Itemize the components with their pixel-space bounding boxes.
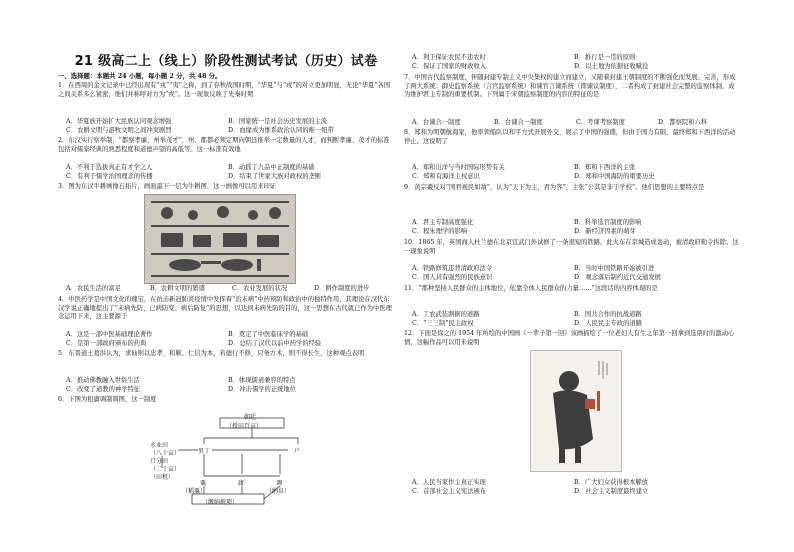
question-2: 2．东汉实行察举制，“都察孝廉，州举茂才”，州、郡都必须定期向朝廷推举一定数量的人才，而判断孝廉、茂才的标准包括对儒家经典的熟悉程度和道德声望的高低等。这一标准有效地: [58, 137, 390, 153]
q6-option-d: D．以土地为依据征收赋役: [574, 63, 649, 70]
q3-option-a: A．农民生活的富足: [66, 285, 121, 292]
q2-option-d: D．结束了世家大族对政权的垄断: [228, 173, 322, 180]
diagram-80mu: （八十亩）: [150, 450, 181, 457]
q6-option-b: B．推行是一贯的原则: [574, 54, 636, 61]
q1-option-d: D．血缘成为维系政治认同的唯一纽带: [228, 127, 334, 134]
q12-option-c: C．首部社会主义宪法颁布: [412, 488, 487, 495]
diagram-diao: 调: [276, 480, 283, 487]
diagram-hu: 户: [294, 448, 301, 455]
q11-option-c: C．“三三制”民主政权: [412, 320, 474, 327]
q3-option-b: B．农耕文明的繁盛: [150, 285, 206, 292]
q7-option-d: D．都察院和六科: [658, 119, 708, 126]
diagram-koufen: 口分田: [150, 458, 169, 465]
q4-option-d: D．总结了汉代以前中药学的经验: [228, 340, 322, 347]
old-woman-painting: [531, 351, 621, 471]
q12-option-a: A．人民当家作主真正实现: [412, 479, 486, 486]
zuyongdiao-diagram: [148, 412, 318, 518]
q11-option-d: D．人民民主专政的道路: [574, 320, 643, 327]
q5-option-c: C．改变了道教的神学特征: [66, 386, 141, 393]
q2-option-b: B．动摇了九品中正制度的基础: [228, 164, 315, 171]
q3-option-c: C．农业发展的状况: [232, 285, 288, 292]
q8-option-a: A．郑和出洋与当时国际形势有关: [412, 164, 505, 171]
q5-option-d: D．冲击儒学的正统地位: [228, 386, 297, 393]
diagram-tianzu: （田租）: [150, 474, 175, 481]
question-1: 1．在西周的金文记录中已经出现有“戎”“夷”之称，到了春秋战国时期，“华夏”与“戎”的对立更加明显，无论“华夏”各国之间关系多么紧密，他们并称呼对方为“戎”。这一现象反映了先秦时期: [58, 82, 391, 98]
diagram-rent: 粟: [200, 480, 207, 487]
question-6: 6．下图为租庸调制简图，这一制度: [58, 396, 157, 403]
q6-option-a: A．利于保证农民不违农时: [412, 54, 486, 61]
question-9: 9．黄宗羲反对“国君视民如敌”，认为“天下为主，君为客”，主张“公其是非于学校”。他们思想的主要特点是: [404, 184, 705, 191]
q1-option-a: A．华夏族开始扩大民族认同观念增强: [66, 118, 172, 125]
q10-option-a: A．铁路修筑违背清政府法令: [412, 265, 493, 272]
question-5: 5．东晋道士葛洪认为，求仙则以忠孝、和顺、仁信为本，若德行不修，只务方术，则不得长生，这种观点表明: [58, 350, 365, 357]
exam-title: 21 级高二上（线上）阶段性测试考试（历史）试卷: [74, 54, 378, 69]
q10-option-d: D．观念落后制约近代交通发展: [574, 274, 661, 281]
q2-option-a: A．不利于选拔真正有才学之人: [66, 164, 153, 171]
q7-option-a: A．台谏合一制度: [412, 119, 461, 126]
q7-option-c: C．考课考察制度: [576, 119, 625, 126]
q5-option-b: B．体现儒道兼容的特点: [228, 377, 296, 384]
q8-option-b: B．郑和下西洋的主张: [574, 164, 636, 171]
q1-option-c: C．农耕文明与游牧文明之间冲突剧烈: [66, 127, 172, 134]
q6-option-c: C．保证了国家的财政收入: [412, 63, 487, 70]
diagram-20mu: （二十亩）: [150, 466, 181, 473]
question-10: 10．1865 年，英国商人杜兰德在北京宣武门外试修了一条很短的铁路，此火车在京城造成轰动，被清政府勒令拆除。这一现象说明: [404, 239, 739, 255]
q5-option-a: A．推动佛教融入世俗生活: [66, 377, 140, 384]
question-12: 12．下面是徐之的 1954 年所绘的中国画《一辈子第一回》该画描绘了一位老妇人有生之年第一回拿到选票时的激动心情，这幅作品可以用来说明: [404, 330, 735, 346]
section-heading: 一、选择题：本题共 24 小题，每小题 2 分，共 48 分。: [58, 72, 222, 80]
q9-option-c: C．程朱理学的影响: [412, 228, 468, 235]
question-8: 8．郑和为明朝航海家，他率领船队以和平方式开展外交，展示了中国的强盛，但由于国力有限，最终郑和下西洋的活动停止。这说明了: [404, 129, 736, 145]
q3-option-d: D．耕作制度的进步: [314, 285, 370, 292]
question-11: 11．“那种坚持人民群众的主体地位，依靠全体人民群众的力量……”这段话的内容体现的是: [404, 285, 658, 292]
diagram-yongye: 水业田: [150, 442, 169, 449]
diagram-court: 朝廷: [244, 414, 257, 421]
q9-option-b: B．科举选官制度的影响: [574, 219, 642, 226]
q1-option-b: B．国家统一是社会历史发展的主流: [228, 118, 328, 125]
diagram-grant: （授田百亩）: [226, 423, 263, 430]
q12-option-d: D．社会主义制度最终建立: [574, 488, 649, 495]
q4-option-b: B．奠定了中医临床学的基础: [228, 331, 309, 338]
painting-image: [530, 350, 622, 472]
diagram-tax: （缴纳税项）: [202, 499, 239, 506]
q7-option-b: B．台谏合一制度: [494, 119, 543, 126]
q8-option-d: D．郑和中国海防的重要历史: [574, 173, 655, 180]
q2-option-c: C．有利于儒学治国理念的传播: [66, 173, 153, 180]
question-7: 7．中国古代监察制度，伴随封建专制主义中央集权的建立而建立，又随着封建王朝制度的不断强化而发展、完善，形成了两大系统：御史监察系统（言官监察系统）和谏官言谏系统（即谏议制度），二者构成了封建社会完整的监察体制，成为维护君主专制的重要机制。下列属于宋朝监察制度的内容的特征的是: [404, 74, 736, 99]
q4-option-c: C．是第一部政府颁布的药典: [66, 340, 147, 347]
ox-plough-rubbing-image: [144, 194, 296, 284]
diagram-grain: （稻粟）: [182, 488, 207, 495]
question-4: 4．中医药学是中国文化的瑰宝，在抗击新冠肺炎疫情中发挥着“治未病”中药预防和政治中的独特作用，其理论在汉代东汉学说正确地提出了“未病先防、已病防变、病后防复”的思想，以达到未病先防的目的，这一思想在古代就已作为中医理念运用下来，这主要源于: [58, 296, 392, 321]
q9-option-d: D．新经济因素的萌芽: [574, 228, 636, 235]
q9-option-a: A．君主专制高度强化: [412, 219, 474, 226]
diagram-cloth: （绢帛）: [266, 488, 291, 495]
diagram-man: 男丁: [198, 448, 211, 455]
q4-option-a: A．这是一部中医基础理论著作: [66, 331, 153, 338]
q8-option-c: C．郑和有海洋主权意识: [412, 173, 480, 180]
question-3: 3．图为东汉牛耕画像石拓片，画面最下一层为牛耕图，这一画像可以用来印证: [58, 183, 277, 190]
rubbing-illustration: [145, 195, 295, 283]
q10-option-c: C．国人具有强烈的民族意识: [412, 274, 493, 281]
q11-option-a: A．工农武装割据的道路: [412, 311, 480, 318]
diagram-yong: 庸: [238, 480, 245, 487]
q11-option-b: B．国共合作的抗战道路: [574, 311, 642, 318]
q12-option-b: B．广大妇女获得根本解放: [574, 479, 648, 486]
q10-option-b: B．当时中国铁路开始被引进: [574, 265, 655, 272]
